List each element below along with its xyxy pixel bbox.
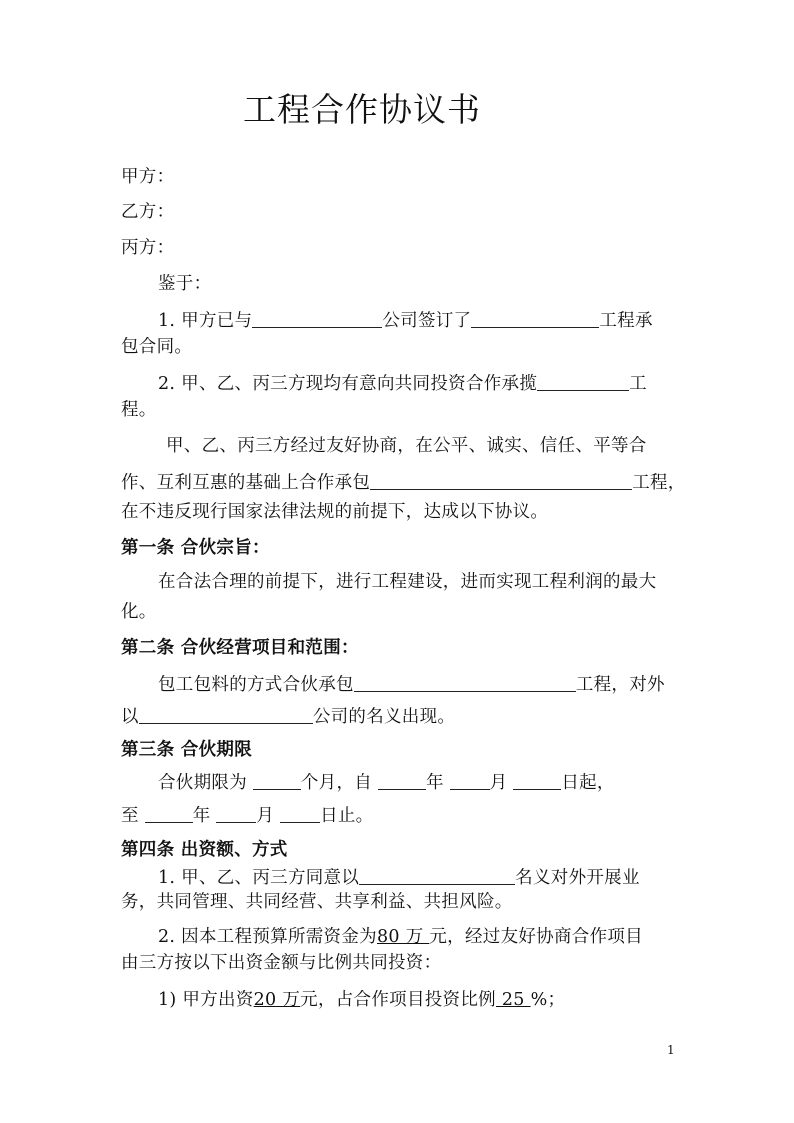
text: 年 bbox=[192, 806, 211, 826]
budget-value: 80 万 bbox=[376, 927, 430, 947]
text: 工程，对外 bbox=[575, 675, 665, 695]
text: 元，占合作项目投资比例 bbox=[300, 990, 496, 1010]
article-1-text-cont: 化。 bbox=[121, 602, 157, 622]
party-a-label: 甲方： bbox=[121, 167, 175, 187]
text: 月 bbox=[256, 806, 275, 826]
page-number: 1 bbox=[667, 1043, 675, 1057]
text: 工 bbox=[629, 374, 647, 394]
blank-end-year[interactable] bbox=[145, 804, 193, 823]
party-b-label: 乙方： bbox=[121, 202, 175, 222]
blank-field[interactable] bbox=[354, 673, 576, 692]
text: 个月，自 bbox=[300, 773, 373, 793]
blank-field[interactable] bbox=[359, 866, 515, 885]
blank-field[interactable] bbox=[370, 471, 632, 490]
blank-end-day[interactable] bbox=[280, 804, 320, 823]
text: 合伙期限为 bbox=[158, 773, 247, 793]
article-4-item-2-sub-1 bbox=[158, 989, 565, 1011]
text: 名义对外开展业 bbox=[515, 868, 640, 888]
intro-line-1: 甲、乙、丙三方经过友好协商，在公平、诚实、信任、平等合 bbox=[166, 436, 647, 456]
text: 日止。 bbox=[320, 806, 374, 826]
blank-end-month[interactable] bbox=[216, 804, 256, 823]
whereas-item-2-cont: 程。 bbox=[121, 400, 157, 420]
text: 作、互利互惠的基础上合作承包 bbox=[121, 473, 371, 493]
text: 1. 甲方已与 bbox=[158, 311, 253, 331]
blank-field[interactable] bbox=[537, 372, 629, 391]
text: 2. 甲、乙、丙三方现均有意向共同投资合作承揽 bbox=[158, 374, 538, 394]
blank-field[interactable] bbox=[139, 705, 313, 724]
whereas-item-1 bbox=[158, 309, 653, 332]
text: 月 bbox=[489, 773, 508, 793]
text: 元，经过友好协商合作项目 bbox=[429, 927, 643, 947]
article-4-item-2 bbox=[158, 926, 643, 948]
text: 包工包料的方式合伙承包 bbox=[158, 675, 354, 695]
article-3-line-2 bbox=[121, 804, 373, 827]
article-2-line-2 bbox=[121, 705, 455, 728]
intro-line-2 bbox=[121, 471, 686, 494]
blank-field[interactable] bbox=[252, 309, 382, 328]
intro-line-3: 在不违反现行国家法律法规的前提下，达成以下协议。 bbox=[121, 502, 549, 522]
article-1-heading: 第一条 合伙宗旨： bbox=[121, 538, 270, 558]
blank-months[interactable] bbox=[253, 771, 301, 790]
article-4-item-1-cont: 务，共同管理、共同经营、共享利益、共担风险。 bbox=[121, 892, 513, 912]
blank-field[interactable] bbox=[471, 309, 599, 328]
text: 1. 甲、乙、丙三方同意以 bbox=[158, 868, 360, 888]
text: 日起， bbox=[561, 773, 615, 793]
whereas-item-1-cont: 包合同。 bbox=[121, 337, 193, 357]
blank-start-month[interactable] bbox=[450, 771, 490, 790]
party-a-ratio: 25 bbox=[495, 990, 531, 1010]
article-4-item-1 bbox=[158, 866, 640, 889]
party-a-investment: 20 万 bbox=[253, 990, 301, 1010]
party-c-label: 丙方： bbox=[121, 238, 175, 258]
text: 年 bbox=[425, 773, 444, 793]
article-2-heading: 第二条 合伙经营项目和范围： bbox=[121, 638, 359, 658]
article-4-heading: 第四条 出资额、方式 bbox=[121, 840, 288, 860]
text: 以 bbox=[121, 707, 139, 727]
whereas-label: 鉴于： bbox=[158, 274, 212, 294]
blank-start-day[interactable] bbox=[513, 771, 561, 790]
article-3-heading: 第三条 合伙期限 bbox=[121, 740, 252, 760]
text: 至 bbox=[121, 806, 139, 826]
article-1-text: 在合法合理的前提下，进行工程建设，进而实现工程利润的最大 bbox=[158, 572, 657, 592]
blank-start-year[interactable] bbox=[378, 771, 426, 790]
text: 公司的名义出现。 bbox=[312, 707, 456, 727]
article-2-line-1 bbox=[158, 673, 665, 696]
document-title: 工程合作协议书 bbox=[243, 90, 481, 129]
text: 工程， bbox=[632, 473, 686, 493]
article-3-line-1 bbox=[158, 771, 615, 794]
text: 1) 甲方出资 bbox=[158, 990, 254, 1010]
text: 工程承 bbox=[599, 311, 653, 331]
text: %； bbox=[530, 990, 566, 1010]
text: 2. 因本工程预算所需资金为 bbox=[158, 927, 377, 947]
article-4-item-2-cont: 由三方按以下出资金额与比例共同投资： bbox=[121, 953, 442, 973]
whereas-item-2 bbox=[158, 372, 647, 395]
text: 公司签订了 bbox=[382, 311, 472, 331]
